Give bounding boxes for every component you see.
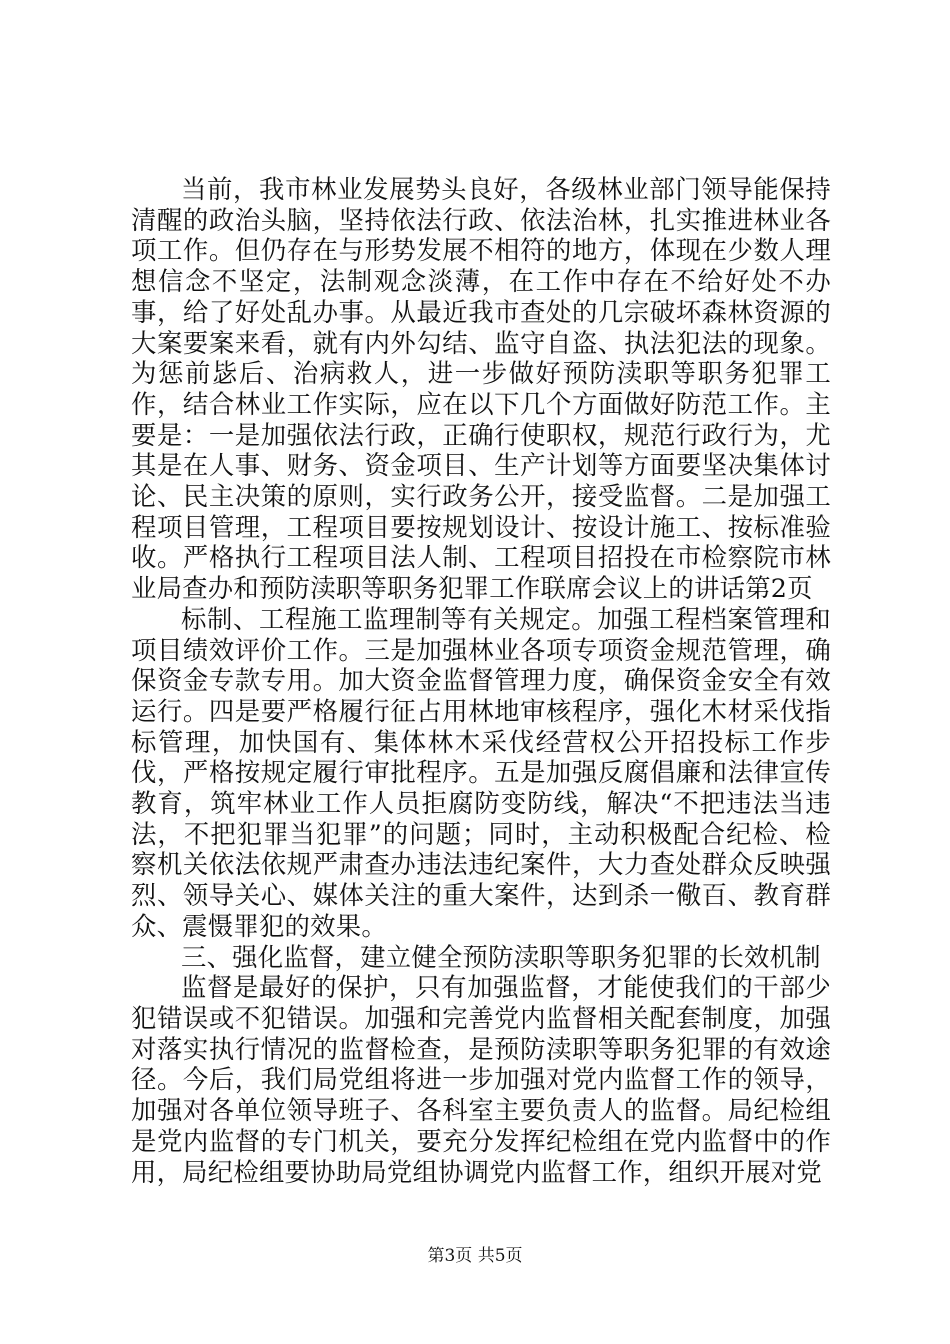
document-body: [131, 174, 831, 1187]
page-footer: 第3页 共5页: [427, 1246, 523, 1266]
paragraph-3: 监督是最好的保护，只有加强监督，才能使我们的干部少犯错误或不犯错误。加强和完善党内监督相关配套制度，加强对落实执行情况的监督检查，是预防渎职等职务犯罪的有效途径。今后，我们局党组将进一步加强对党内监督工作的领导，加强对各单位领导班子、各科室主要负责人的监督。局纪检组是党内监督的专门机关，要充分发挥纪检组在党内监督中的作用，局纪检组要协助局党组协调党内监督工作，组织开展对党: [131, 972, 831, 1187]
paragraph-2: 标制、工程施工监理制等有关规定。加强工程档案管理和项目绩效评价工作。三是加强林业各项专项资金规范管理，确保资金专款专用。加大资金监督管理力度，确保资金安全有效运行。四是要严格履行征占用林地审核程序，强化木材采伐指标管理，加快国有、集体林木采伐经营权公开招投标工作步伐，严格按规定履行审批程序。五是加强反腐倡廉和法律宣传教育，筑牢林业工作人员拒腐防变防线，解决“不把违法当违法，不把犯罪当犯罪”的问题；同时，主动积极配合纪检、检察机关依法依规严肃查办违法违纪案件，大力查处群众反映强烈、领导关心、媒体关注的重大案件，达到杀一儆百、教育群众、震慑罪犯的效果。: [131, 603, 831, 941]
paragraph-1: 当前，我市林业发展势头良好，各级林业部门领导能保持清醒的政治头脑，坚持依法行政、依法治林，扎实推进林业各项工作。但仍存在与形势发展不相符的地方，体现在少数人理想信念不坚定，法制观念淡薄，在工作中存在不给好处不办事，给了好处乱办事。从最近我市查处的几宗破坏森林资源的大案要案来看，就有内外勾结、监守自盗、执法犯法的现象。为惩前毖后、治病救人，进一步做好预防渎职等职务犯罪工作，结合林业工作实际，应在以下几个方面做好防范工作。主要是：一是加强依法行政，正确行使职权，规范行政行为，尤其是在人事、财务、资金项目、生产计划等方面要坚决集体讨论、民主决策的原则，实行政务公开，接受监督。二是加强工程项目管理，工程项目要按规划设计、按设计施工、按标准验收。严格执行工程项目法人制、工程项目招投在市检察院市林业局查办和预防渎职等职务犯罪工作联席会议上的讲话第2页: [131, 174, 831, 604]
section-heading: 三、强化监督，建立健全预防渎职等职务犯罪的长效机制: [181, 941, 821, 972]
